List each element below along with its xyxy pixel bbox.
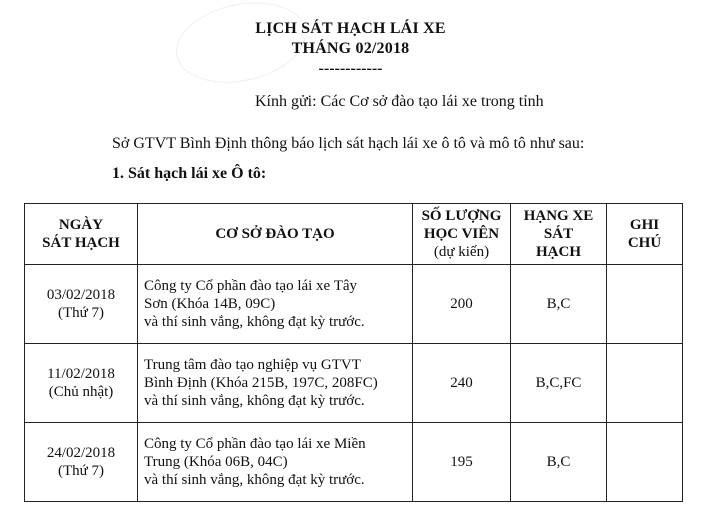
recipient-line: Kính gửi: Các Cơ sở đào tạo lái xe trong tỉnh xyxy=(255,93,544,110)
header-note-line1: GHI xyxy=(629,217,660,233)
header-class-line2: SÁT xyxy=(543,226,574,242)
header-date-line2: SÁT HẠCH xyxy=(42,235,120,251)
school-line3: và thí sinh vắng, không đạt kỳ trước. xyxy=(144,393,365,409)
header-date-line1: NGÀY xyxy=(58,217,104,233)
cell-count: 200 xyxy=(413,265,511,344)
table-row xyxy=(25,344,683,423)
school-line3: và thí sinh vắng, không đạt kỳ trước. xyxy=(144,472,365,488)
cell-count: 240 xyxy=(413,344,511,423)
cell-classes: B,C xyxy=(511,265,607,344)
table-row xyxy=(25,265,683,344)
header-school: CƠ SỞ ĐÀO TẠO xyxy=(138,204,413,265)
cell-school xyxy=(138,423,413,502)
cell-classes: B,C,FC xyxy=(511,344,607,423)
document-subtitle: THÁNG 02/2018 xyxy=(291,40,410,57)
cell-note xyxy=(607,265,683,344)
date-value: 24/02/2018 xyxy=(46,445,116,461)
header-class-line3: HẠCH xyxy=(536,244,581,260)
school-line2: Sơn (Khóa 14B, 09C) xyxy=(144,296,276,312)
weekday-value: (Thứ 7) xyxy=(57,305,105,321)
school-line3: và thí sinh vắng, không đạt kỳ trước. xyxy=(144,314,365,330)
document-title: LỊCH SÁT HẠCH LÁI XE xyxy=(255,20,446,37)
cell-classes: B,C xyxy=(511,423,607,502)
cell-note xyxy=(607,423,683,502)
cell-school xyxy=(138,344,413,423)
header-class xyxy=(511,204,607,265)
school-line2: Trung (Khóa 06B, 04C) xyxy=(144,454,288,470)
cell-date xyxy=(25,265,138,344)
title-divider: ------------ xyxy=(318,60,383,77)
header-note xyxy=(607,204,683,265)
date-value: 03/02/2018 xyxy=(46,287,116,303)
weekday-value: (Chủ nhật) xyxy=(48,384,114,400)
school-line2: Bình Định (Khóa 215B, 197C, 208FC) xyxy=(144,375,378,391)
header-count-line2: HỌC VIÊN xyxy=(423,226,500,242)
date-value: 11/02/2018 xyxy=(47,366,115,382)
cell-date xyxy=(25,423,138,502)
weekday-value: (Thứ 7) xyxy=(57,463,105,479)
header-count-line3: (dự kiến) xyxy=(433,244,490,260)
intro-paragraph: Sở GTVT Bình Định thông báo lịch sát hạch lái xe ô tô và mô tô như sau: xyxy=(112,135,585,152)
cell-note xyxy=(607,344,683,423)
school-line1: Công ty Cổ phần đào tạo lái xe Tây xyxy=(144,278,358,294)
cell-school xyxy=(138,265,413,344)
header-count-line1: SỐ LƯỢNG xyxy=(421,208,502,224)
school-line1: Trung tâm đào tạo nghiệp vụ GTVT xyxy=(144,357,361,373)
table-row xyxy=(25,423,683,502)
cell-count: 195 xyxy=(413,423,511,502)
header-count xyxy=(413,204,511,265)
schedule-table xyxy=(24,203,683,502)
cell-date xyxy=(25,344,138,423)
section-heading: 1. Sát hạch lái xe Ô tô: xyxy=(112,165,267,182)
school-line1: Công ty Cổ phần đào tạo lái xe Miền xyxy=(144,436,366,452)
table-header-row xyxy=(25,204,683,265)
header-note-line2: CHÚ xyxy=(627,235,662,251)
header-class-line1: HẠNG XE xyxy=(523,208,594,224)
header-date xyxy=(25,204,138,265)
